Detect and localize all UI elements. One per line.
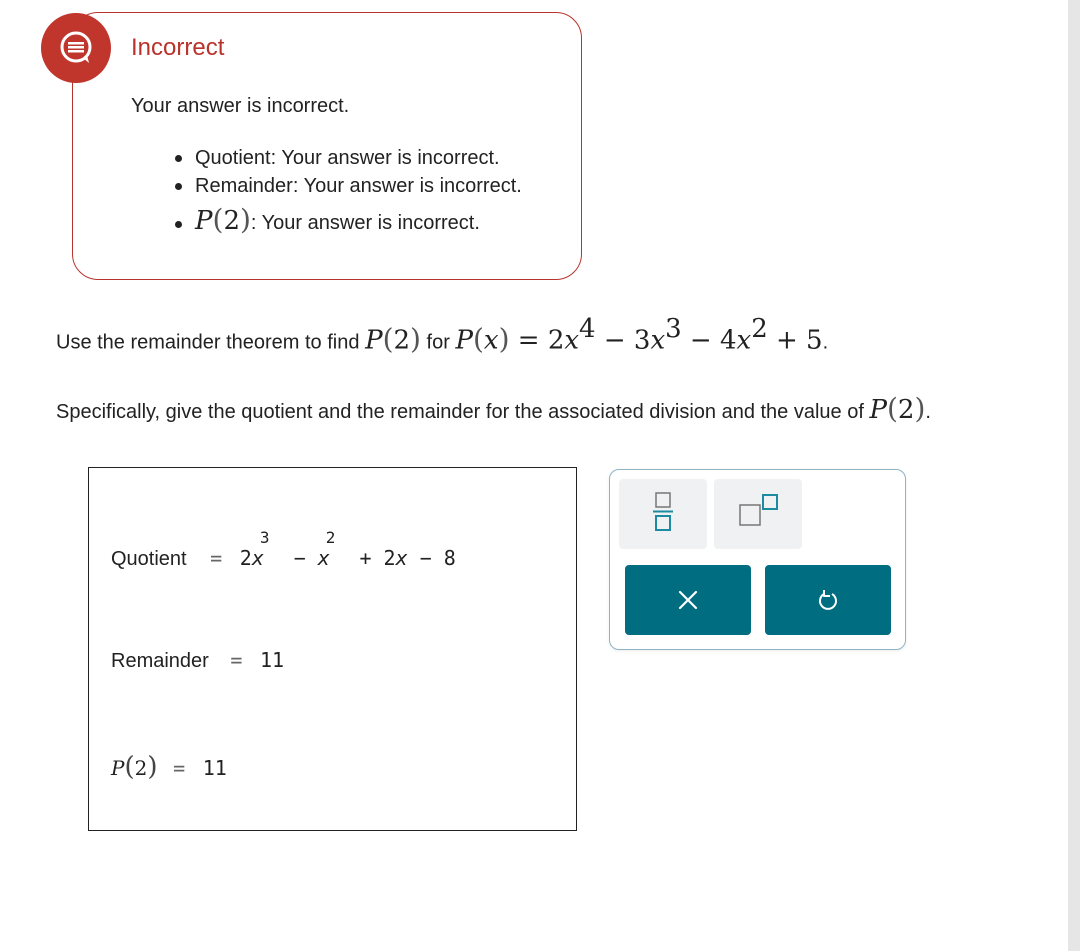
feedback-badge [41, 13, 111, 83]
feedback-item-quotient: Quotient: Your answer is incorrect. [175, 144, 522, 172]
exponent-button[interactable] [714, 479, 802, 549]
quotient-label: Quotient [111, 548, 187, 570]
fraction-button[interactable] [619, 479, 707, 549]
p2-input[interactable]: 11 [202, 756, 227, 780]
feedback-list [175, 144, 522, 237]
scrollbar[interactable] [1068, 0, 1080, 951]
feedback-item-remainder: Remainder: Your answer is incorrect. [175, 172, 522, 200]
remainder-equals: = [230, 648, 243, 672]
p2-row [111, 752, 227, 782]
p2-equals: = [173, 756, 186, 780]
feedback-title: Incorrect [131, 34, 225, 61]
remainder-input[interactable]: 11 [260, 648, 285, 672]
clear-button[interactable] [625, 565, 751, 635]
question-line-1: Use the remainder theorem to find P(2) for $P(x) = 2x^4 - 3x^3 - 4x^2 + 5$. [56, 314, 829, 356]
remainder-row [111, 648, 284, 673]
undo-icon [817, 589, 839, 611]
fraction-icon [619, 479, 707, 549]
question-line-2: Specifically, give the quotient and the remainder for the associated division and the value of P(2). [56, 392, 931, 425]
feedback-message: Your answer is incorrect. [131, 95, 350, 117]
feedback-item-p2: P(2): Your answer is incorrect. [175, 206, 522, 237]
close-icon [677, 589, 699, 611]
quotient-row [111, 528, 456, 571]
exponent-icon [714, 479, 802, 549]
p2-label: P(2) [111, 752, 158, 782]
remainder-label: Remainder [111, 650, 209, 672]
quotient-input[interactable]: $2x^3 - x^2 + 2x - 8$ [239, 528, 456, 570]
quotient-equals: = [210, 546, 223, 570]
math-toolbar [609, 469, 906, 650]
chat-bubble-icon [56, 28, 96, 68]
reset-button[interactable] [765, 565, 891, 635]
